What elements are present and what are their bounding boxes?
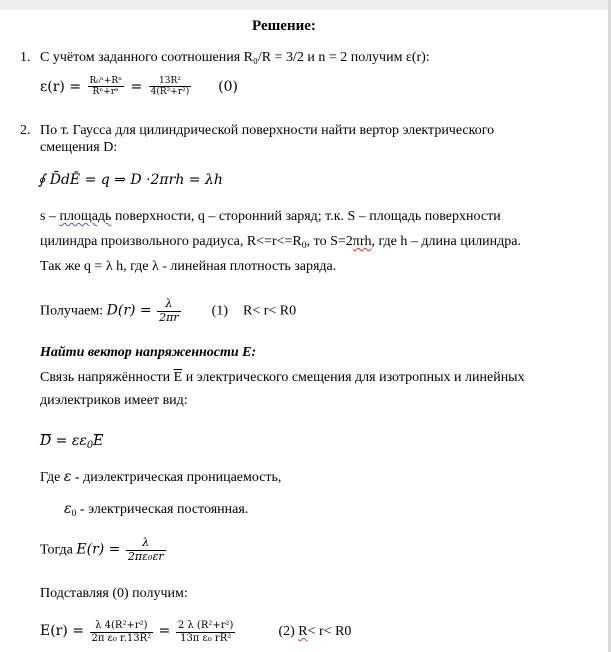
then-den: 2πε₀εr [127,549,164,563]
eq2-num1: λ 4(R²+r²) [95,620,148,631]
result1-lhs: D(r) = [106,302,152,319]
item-1-text: С учётом заданного соотношения R₀/R = 3/2 и n = 2 получим ε(r): [40,50,430,65]
then-lhs: E(r) = [76,541,121,558]
result1-num: λ [165,297,173,310]
para-line2-a: цилиндра произвольного радиуса, R<=r<=R [40,234,302,249]
para-line2-c: , где h – длина цилиндра. [371,234,521,249]
item-number-2: 2. [20,123,31,138]
item-2-line-2: смещения D: [40,140,118,155]
eps0-text: - электрическая постоянная. [76,502,249,517]
eps0-sub: 0 [71,508,77,519]
eq0-den2: 4(R²+r²) [150,87,190,98]
result1-den: 2πr [159,310,179,324]
eq2-den1: 2π ε₀ r.13R² [91,632,152,644]
eq2-equals: = [158,623,171,640]
then-fraction [126,537,166,563]
where-line [40,469,281,486]
then-label: Тогда [40,542,73,558]
where-eps: ε [63,469,72,485]
then-equation [40,537,168,563]
paragraph-line-1 [40,209,501,225]
top-toolbar-edge [0,0,611,10]
eq0-fraction-1 [88,76,125,98]
where-text: - диэлектрическая проницаемость, [71,470,282,485]
implies-arrow-icon: ⇒ [114,172,126,188]
equation-D-eps-E [40,433,103,451]
equation-0 [40,76,238,98]
substituting-line: Подставляя (0) получим: [40,586,188,601]
result1-tag: (1) [211,303,228,319]
eqDE-D: D [40,433,52,449]
eqDE-mid: = εε [51,433,87,449]
relation-text-b: и электрического смещения для изотропных и линейных [182,370,525,385]
eq0-num2: 13R² [159,76,181,86]
result1-fraction [157,298,181,324]
para-word-area: площадь [59,209,112,224]
then-num: λ [142,536,150,549]
gauss-equation [38,172,223,188]
para-text-1: поверхности, q – сторонний заряд; т.к. S – площадь поверхности [111,209,501,224]
para-line2-sub: 0 [301,240,307,251]
para-line2-b: , то S=2 [306,234,353,249]
section-title-find-E: Найти вектор напряженности E: [40,345,257,360]
eq0-tag: (0) [218,78,238,95]
result1-label: Получаем: [40,303,104,319]
eq0-lhs: ε(r) = [40,78,82,95]
relation-line-1 [40,370,525,386]
para-s: s [40,209,46,224]
eq0-den1: Rⁿ+rⁿ [88,86,125,97]
relation-text-a: Связь напряжённости [40,370,174,385]
solution-heading: Решение: [252,18,316,34]
relation-line-2: диэлектриков имеет вид: [40,393,188,408]
contour-integral-icon: ∮ [38,172,46,188]
eps0-line [64,501,248,519]
eq2-fraction-1 [90,620,154,644]
eqDE-sub: 0 [86,440,94,451]
item-2-line-1: По т. Гаусса для цилиндрической поверхности найти вертор электрического [40,123,495,138]
eq2-condition-R: R [298,624,308,640]
eq2-lhs: E(r) = [40,623,85,640]
result-1 [40,298,296,324]
eq2-tag: (2) [278,624,295,640]
result1-condition: R< r< R0 [243,303,297,319]
paragraph-line-3: Так же q = λ h, где λ - линейная плотность заряда. [40,259,337,274]
para-prh: πrh [352,234,372,249]
equation-2 [40,620,351,644]
eq2-den2: 13π ε₀ rR² [176,632,236,645]
where-prefix: Где [40,470,64,485]
eq2-num2: 2 λ (R²+r²) [177,620,234,631]
eq2-condition-rest: < r< R0 [307,624,352,640]
eq0-fraction-2 [149,76,192,98]
para-dash: – [45,209,60,224]
paragraph-line-2 [40,234,521,251]
eq0-num1: R₀ⁿ+Rⁿ [89,76,123,86]
eq2-fraction-2 [176,620,236,644]
eq0-equals: = [130,78,143,95]
gauss-right: D ·2πrh = λh [130,172,223,188]
item-number-1: 1. [20,50,31,65]
eps0-sym: ε [64,501,72,517]
gauss-left: D̄dĒ = q [49,172,110,188]
relation-E-vector: $\overline{E}$ [173,370,183,385]
eqDE-E: E [93,433,104,449]
